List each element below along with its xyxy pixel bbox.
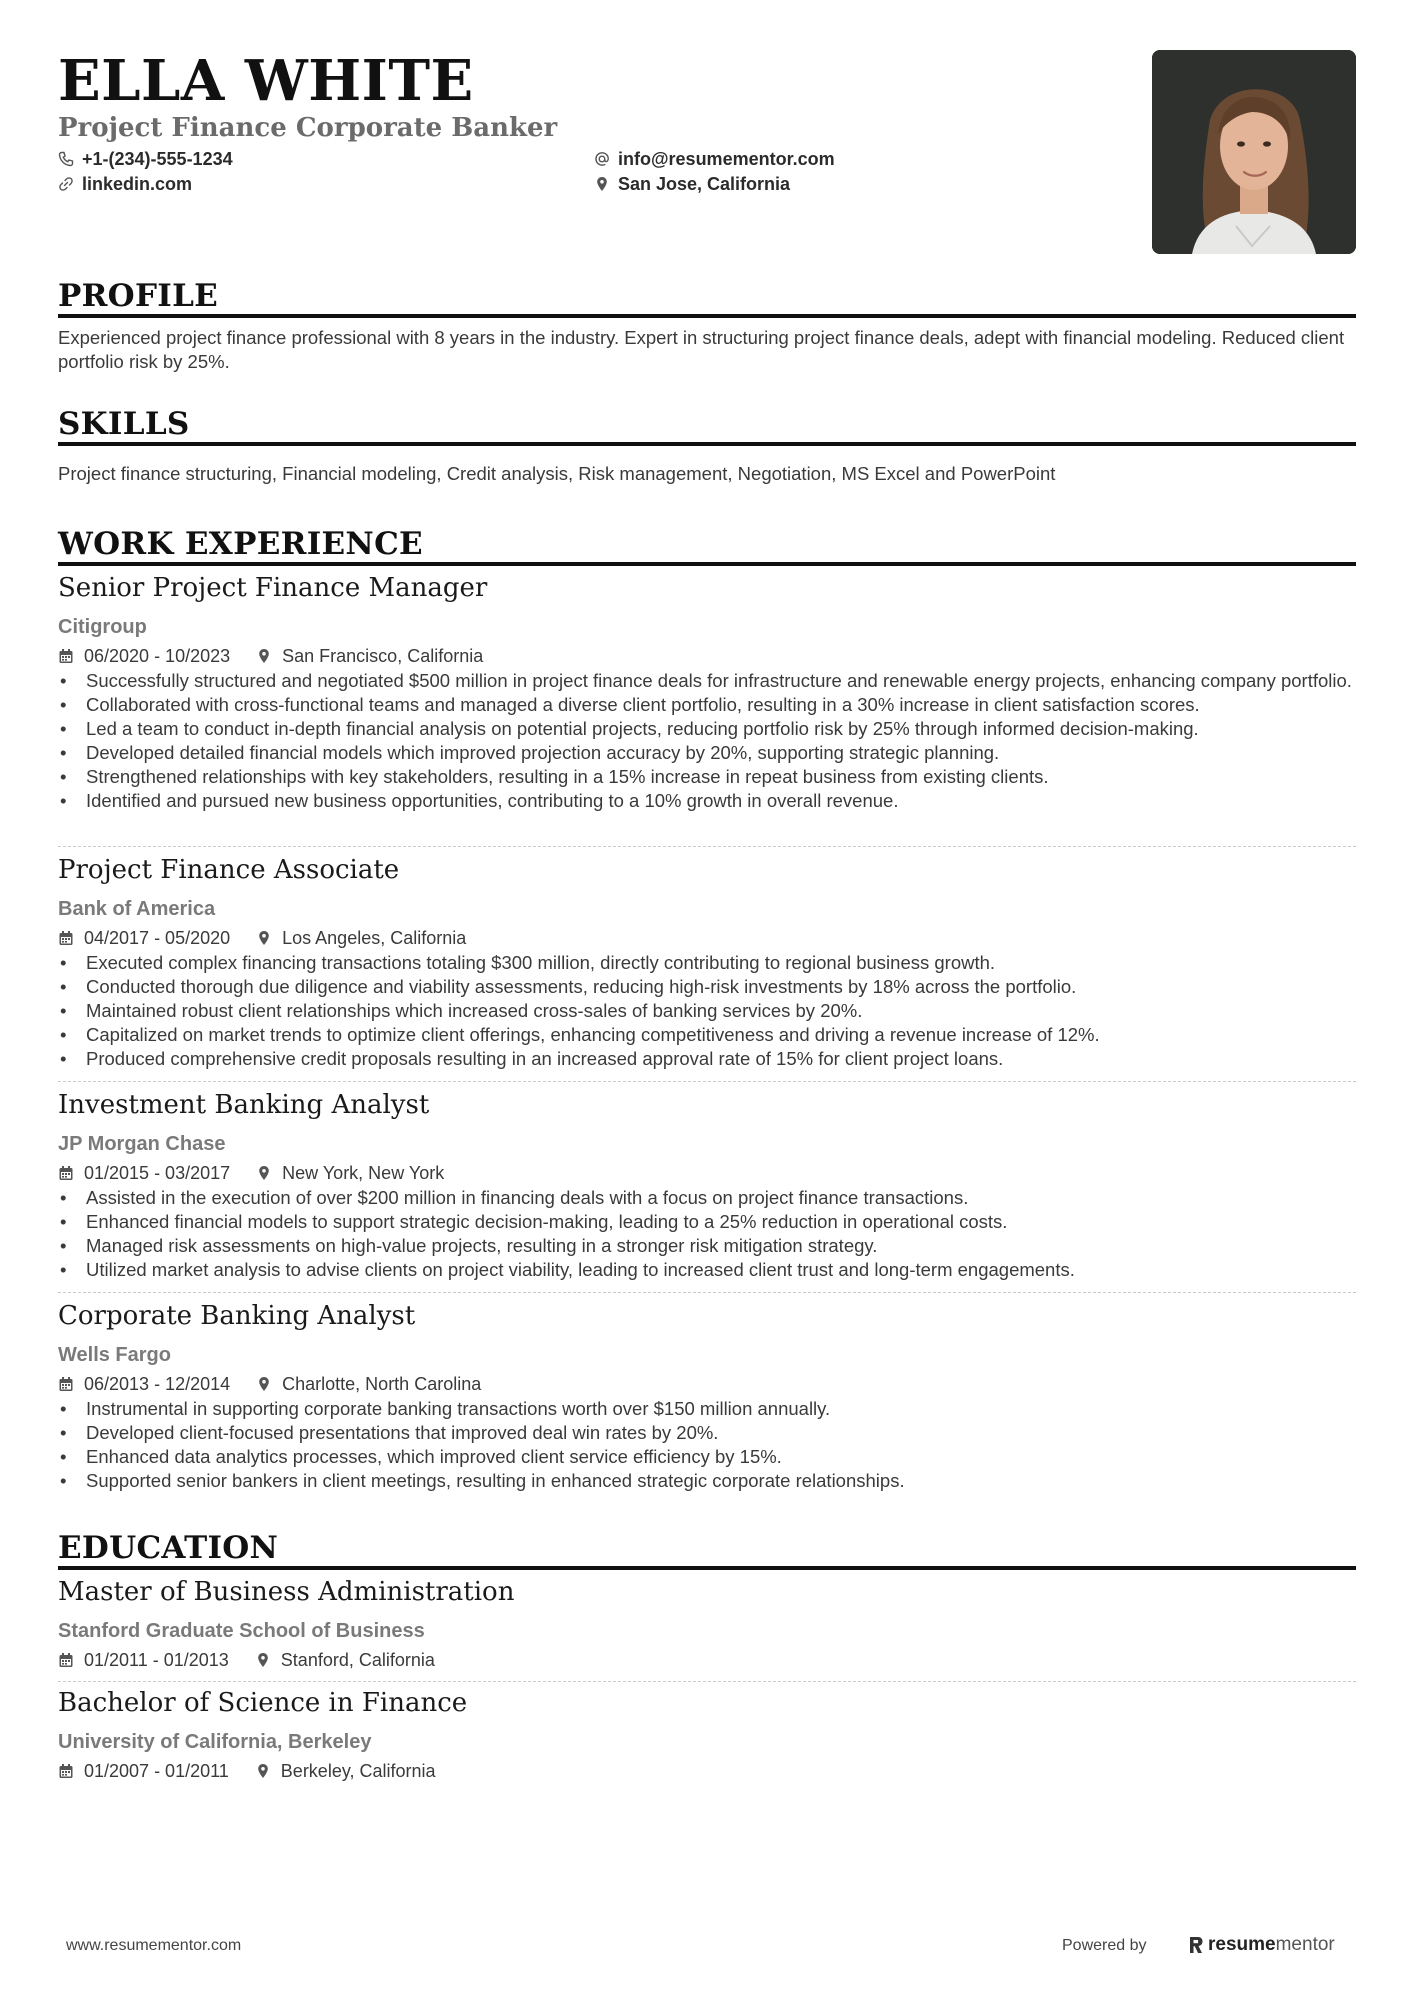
job-bullets (58, 1397, 1368, 1493)
job-separator (58, 846, 1356, 847)
job-location: San Francisco, California (282, 646, 484, 666)
job-title: Project Finance Associate (58, 855, 400, 885)
degree-title: Bachelor of Science in Finance (58, 1688, 468, 1718)
linkedin-contact[interactable] (58, 172, 192, 196)
job-bullets (58, 951, 1368, 1071)
powered-by-label: Powered by (1062, 1937, 1147, 1954)
education-meta (58, 1759, 436, 1783)
list-item: • Collaborated with cross-functional teams and managed a diverse client portfolio, resulting in a 30% increase in client satisfaction scores. (58, 693, 1368, 717)
job-dates: 01/2015 - 03/2017 (84, 1163, 231, 1183)
job-bullets (58, 669, 1368, 813)
list-item: • Supported senior bankers in client meetings, resulting in enhanced strategic corporate relationships. (58, 1469, 1368, 1493)
list-item: • Assisted in the execution of over $200 million in financing deals with a focus on project finance transactions. (58, 1186, 1368, 1210)
job-meta (58, 1161, 444, 1185)
calendar-icon (58, 1376, 74, 1392)
job-dates: 06/2020 - 10/2023 (84, 646, 231, 666)
map-pin-icon (256, 1376, 272, 1392)
calendar-icon (58, 1763, 74, 1779)
list-item: • Executed complex financing transactions totaling $300 million, directly contributing to regional business growth. (58, 951, 1368, 975)
job-dates: 04/2017 - 05/2020 (84, 928, 231, 948)
list-item: • Capitalized on market trends to optimize client offerings, enhancing competitiveness and driving a revenue increase of 12%. (58, 1023, 1368, 1047)
map-pin-icon (256, 930, 272, 946)
job-location: New York, New York (282, 1163, 445, 1183)
education-location: Stanford, California (280, 1650, 435, 1670)
list-item: • Managed risk assessments on high-value projects, resulting in a stronger risk mitigation strategy. (58, 1234, 1368, 1258)
map-pin-icon (256, 648, 272, 664)
job-company: Wells Fargo (58, 1344, 171, 1366)
education-location: Berkeley, California (280, 1761, 436, 1781)
calendar-icon (58, 930, 74, 946)
list-item: • Utilized market analysis to advise clients on project viability, leading to increased client trust and long-term engagements. (58, 1258, 1368, 1282)
job-meta (58, 644, 483, 668)
education-separator (58, 1681, 1356, 1682)
job-bullets (58, 1186, 1368, 1282)
phone-contact (58, 147, 233, 171)
job-company: JP Morgan Chase (58, 1133, 226, 1155)
email-contact[interactable] (594, 147, 835, 171)
footer-website-link[interactable]: www.resumementor.com (66, 1937, 242, 1954)
profile-divider (58, 314, 1356, 318)
email-text[interactable]: info@resumementor.com (618, 149, 835, 169)
education-divider (58, 1566, 1356, 1570)
job-separator (58, 1292, 1356, 1293)
list-item: • Identified and pursued new business opportunities, contributing to a 10% growth in overall revenue. (58, 789, 1368, 813)
list-item: • Developed detailed financial models which improved projection accuracy by 20%, supporting strategic planning. (58, 741, 1368, 765)
candidate-name: ELLA WHITE (58, 48, 474, 114)
job-meta (58, 926, 466, 950)
list-item: • Produced comprehensive credit proposals resulting in an increased approval rate of 15% for client project loans. (58, 1047, 1368, 1071)
list-item: • Enhanced financial models to support strategic decision-making, leading to a 25% reduction in operational costs. (58, 1210, 1368, 1234)
calendar-icon (58, 1165, 74, 1181)
education-meta (58, 1648, 435, 1672)
profile-text: Experienced project finance professional with 8 years in the industry. Expert in structuring project finance deals, adept with financial modeling. Reduced client portfolio risk by 25%. (58, 327, 1345, 372)
skills-text: Project finance structuring, Financial modeling, Credit analysis, Risk management, Negotiation, MS Excel and PowerPoint (58, 463, 1056, 484)
job-location: Los Angeles, California (282, 928, 467, 948)
school-name: Stanford Graduate School of Business (58, 1620, 425, 1642)
profile-heading: PROFILE (58, 278, 219, 314)
experience-divider (58, 562, 1356, 566)
link-icon (58, 176, 74, 192)
experience-heading: WORK EXPERIENCE (58, 526, 423, 562)
job-title: Investment Banking Analyst (58, 1090, 430, 1120)
phone-text: +1-(234)-555-1234 (82, 149, 233, 169)
phone-icon (58, 151, 74, 167)
list-item: • Successfully structured and negotiated $500 million in project finance deals for infrastructure and renewable energy projects, enhancing company portfolio. (58, 669, 1368, 693)
calendar-icon (58, 1652, 74, 1668)
education-dates: 01/2011 - 01/2013 (84, 1650, 229, 1670)
brand-name-light: mentor (1275, 1934, 1335, 1955)
list-item: • Strengthened relationships with key stakeholders, resulting in a 15% increase in repeat business from existing clients. (58, 765, 1368, 789)
map-pin-icon (255, 1763, 271, 1779)
map-pin-icon (594, 176, 610, 192)
resumementor-logo-icon (1188, 1935, 1204, 1955)
job-title: Senior Project Finance Manager (58, 573, 488, 603)
school-name: University of California, Berkeley (58, 1731, 372, 1753)
list-item: • Developed client-focused presentations that improved deal win rates by 20%. (58, 1421, 1368, 1445)
job-company: Citigroup (58, 616, 147, 638)
map-pin-icon (255, 1652, 271, 1668)
at-icon (594, 151, 610, 167)
candidate-title: Project Finance Corporate Banker (58, 113, 558, 143)
job-company: Bank of America (58, 898, 216, 920)
list-item: • Led a team to conduct in-depth financial analysis on potential projects, reducing portfolio risk by 25% through informed decision-making. (58, 717, 1368, 741)
skills-divider (58, 442, 1356, 446)
job-location: Charlotte, North Carolina (282, 1374, 482, 1394)
list-item: • Maintained robust client relationships which increased cross-sales of banking services by 20%. (58, 999, 1368, 1023)
profile-photo (1152, 50, 1356, 254)
list-item: • Instrumental in supporting corporate banking transactions worth over $150 million annually. (58, 1397, 1368, 1421)
job-separator (58, 1081, 1356, 1082)
location-contact (594, 172, 790, 196)
skills-heading: SKILLS (58, 406, 190, 442)
education-dates: 01/2007 - 01/2011 (84, 1761, 229, 1781)
brand-name-bold: resume (1208, 1934, 1276, 1955)
list-item: • Conducted thorough due diligence and viability assessments, reducing high-risk investments by 18% across the portfolio. (58, 975, 1368, 999)
list-item: • Enhanced data analytics processes, which improved client service efficiency by 15%. (58, 1445, 1368, 1469)
job-meta (58, 1372, 481, 1396)
location-text: San Jose, California (618, 174, 791, 194)
degree-title: Master of Business Administration (58, 1577, 515, 1607)
calendar-icon (58, 648, 74, 664)
map-pin-icon (256, 1165, 272, 1181)
job-dates: 06/2013 - 12/2014 (84, 1374, 231, 1394)
education-heading: EDUCATION (58, 1530, 279, 1566)
job-title: Corporate Banking Analyst (58, 1301, 416, 1331)
linkedin-text[interactable]: linkedin.com (82, 174, 193, 194)
brand-logo[interactable] (1188, 1933, 1335, 1957)
